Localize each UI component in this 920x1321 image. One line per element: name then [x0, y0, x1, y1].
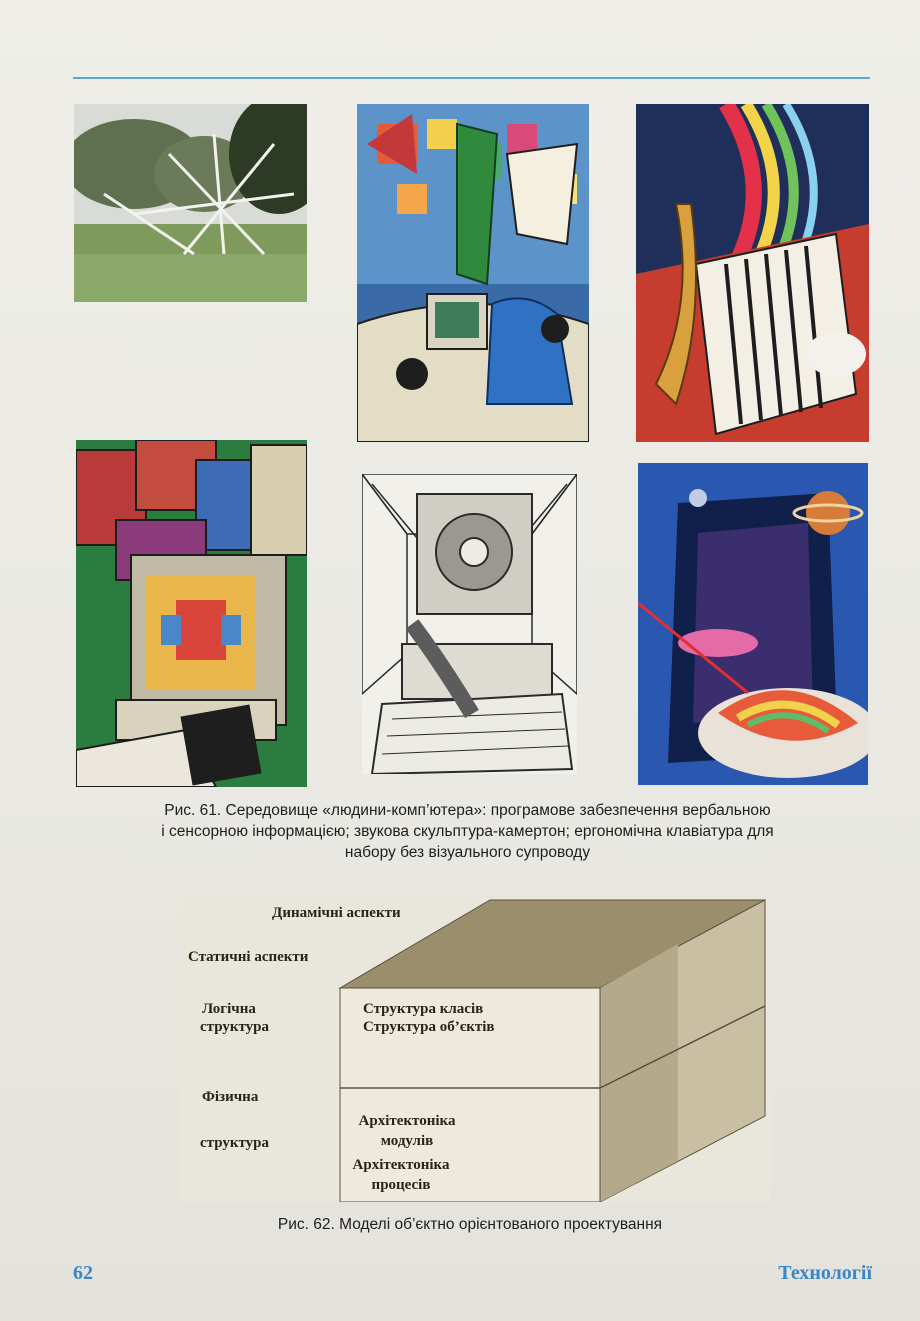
dynamic-aspects-label: Динамічні аспекти: [272, 905, 401, 921]
object-structure-text: Структура об’єктів: [363, 1019, 495, 1035]
sound-sculpture-photo: [74, 104, 307, 302]
caption-line: Рис. 61. Середовище «людини-комп’ютера»: програмове забезпечення вербальною: [164, 802, 771, 819]
physical-structure-label-line2: структура: [200, 1135, 270, 1151]
space-disc-illustration: [638, 463, 868, 785]
page-number: 62: [73, 1262, 93, 1284]
process-architecture-text-1: Архітектоніка: [352, 1157, 450, 1173]
caption-line: і сенсорною інформацією; звукова скульптура-камертон; ергономічна клавіатура для: [161, 823, 774, 840]
music-keyboard-illustration: [636, 104, 869, 442]
header-rule: [73, 77, 870, 79]
caption-line: набору без візуального супроводу: [344, 844, 591, 861]
books-computer-illustration: [76, 440, 307, 787]
running-title: Технології: [778, 1262, 872, 1284]
logical-structure-label-line2: структура: [200, 1019, 270, 1035]
class-structure-text: Структура класів: [363, 1001, 484, 1017]
robot-hand-keyboard-illustration: [362, 474, 577, 774]
module-architecture-text-2: модулів: [380, 1133, 434, 1149]
figure-61-caption: [80, 800, 855, 863]
logical-structure-label-line1: Логічна: [202, 1001, 256, 1017]
oo-design-models-diagram: [180, 896, 770, 1202]
module-architecture-text-1: Архітектоніка: [358, 1113, 456, 1129]
physical-structure-label-line1: Фізична: [202, 1089, 259, 1105]
process-architecture-text-2: процесів: [371, 1177, 431, 1193]
butterfly-robot-illustration: [357, 104, 589, 442]
static-aspects-label: Статичні аспекти: [188, 949, 309, 965]
figure-62-caption: Рис. 62. Моделі об’єктно орієнтованого проектування: [277, 1216, 663, 1233]
